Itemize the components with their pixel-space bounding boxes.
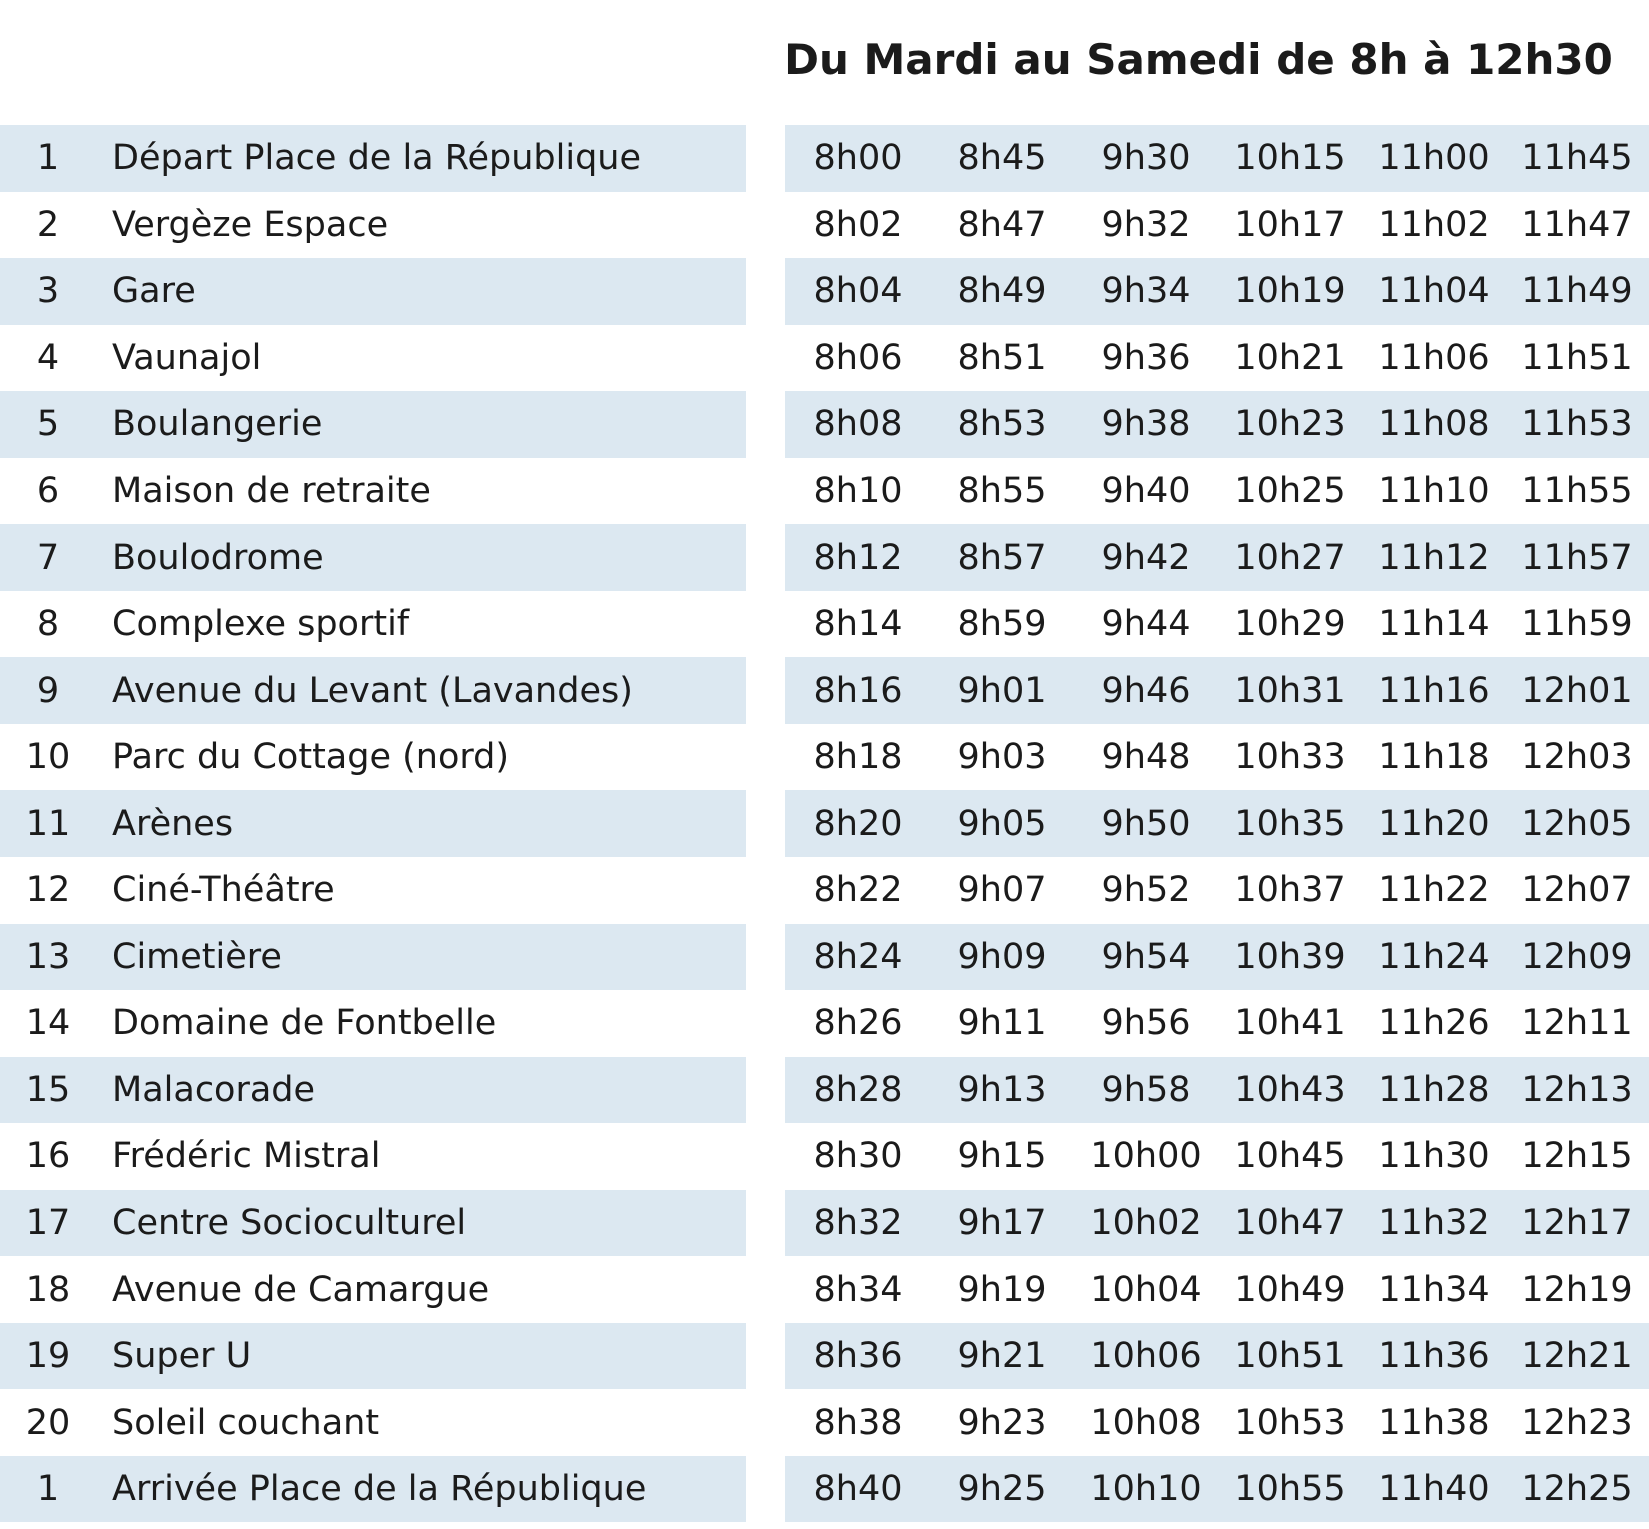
timetable-row (0, 258, 1649, 325)
stop-number: 15 (25, 1069, 71, 1110)
departure-time: 8h00 (813, 138, 903, 179)
stop-name: Boulodrome (112, 537, 324, 578)
stop-name: Arènes (112, 803, 234, 844)
departure-time: 10h31 (1234, 670, 1346, 711)
stop-number: 19 (25, 1336, 71, 1377)
stop-name: Vaunajol (112, 337, 262, 378)
departure-time: 10h39 (1234, 936, 1346, 977)
departure-time: 11h40 (1378, 1469, 1490, 1510)
departure-time: 10h21 (1234, 337, 1346, 378)
departure-time: 8h16 (813, 670, 903, 711)
stop-name: Domaine de Fontbelle (112, 1003, 497, 1044)
departure-time: 10h15 (1234, 138, 1346, 179)
departure-time: 9h25 (957, 1469, 1047, 1510)
departure-time: 10h00 (1090, 1136, 1202, 1177)
departure-time: 9h56 (1101, 1003, 1191, 1044)
departure-time: 10h55 (1234, 1469, 1346, 1510)
departure-time: 9h40 (1101, 471, 1191, 511)
timetable-row (0, 1123, 1649, 1190)
departure-time: 8h34 (813, 1269, 903, 1310)
departure-time: 12h17 (1521, 1203, 1633, 1244)
departure-time: 8h26 (813, 1003, 903, 1044)
departure-time: 12h09 (1521, 936, 1633, 977)
timetable-row (0, 524, 1649, 591)
departure-time: 10h25 (1234, 471, 1346, 511)
departure-time: 9h05 (957, 803, 1047, 844)
timetable-row (0, 1456, 1649, 1523)
departure-time: 8h24 (813, 936, 903, 977)
departure-time: 11h55 (1521, 471, 1633, 511)
departure-time: 10h08 (1090, 1402, 1202, 1443)
departure-time: 9h03 (957, 737, 1047, 778)
departure-time: 10h19 (1234, 271, 1346, 312)
departure-time: 9h19 (957, 1269, 1047, 1310)
stop-number: 20 (25, 1402, 71, 1443)
departure-time: 9h38 (1101, 404, 1191, 445)
stop-name: Soleil couchant (112, 1402, 380, 1443)
departure-time: 8h30 (813, 1136, 903, 1177)
stop-name: Centre Socioculturel (112, 1203, 467, 1244)
departure-time: 11h08 (1378, 404, 1490, 445)
departure-time: 9h23 (957, 1402, 1047, 1443)
stop-number: 4 (36, 337, 60, 378)
departure-time: 10h02 (1090, 1203, 1202, 1244)
timetable-row (0, 125, 1649, 192)
departure-time: 10h45 (1234, 1136, 1346, 1177)
departure-time: 12h11 (1521, 1003, 1633, 1044)
departure-time: 10h06 (1090, 1336, 1202, 1377)
stop-number: 1 (36, 1469, 60, 1510)
stop-name: Super U (112, 1336, 252, 1377)
timetable-row (0, 591, 1649, 658)
departure-time: 8h02 (813, 204, 903, 245)
departure-time: 11h18 (1378, 737, 1490, 778)
stop-number: 14 (25, 1003, 71, 1044)
stop-name: Cimetière (112, 936, 282, 977)
timetable-row (0, 391, 1649, 458)
timetable-row (0, 1190, 1649, 1257)
departure-time: 12h23 (1521, 1402, 1633, 1443)
departure-time: 9h09 (957, 936, 1047, 977)
timetable-row (0, 724, 1649, 791)
departure-time: 8h18 (813, 737, 903, 778)
departure-time: 8h32 (813, 1203, 903, 1244)
departure-time: 9h54 (1101, 936, 1191, 977)
departure-time: 8h38 (813, 1402, 903, 1443)
departure-time: 11h04 (1378, 271, 1490, 312)
departure-time: 9h36 (1101, 337, 1191, 378)
departure-time: 10h10 (1090, 1469, 1202, 1510)
timetable (0, 125, 1649, 1522)
departure-time: 11h59 (1521, 604, 1633, 645)
stop-name: Gare (112, 271, 196, 312)
departure-time: 8h55 (957, 471, 1047, 511)
departure-time: 10h27 (1234, 537, 1346, 578)
departure-time: 8h10 (813, 471, 903, 511)
stop-name: Arrivée Place de la République (112, 1469, 647, 1510)
stop-name: Malacorade (112, 1069, 316, 1110)
stop-name: Avenue du Levant (Lavandes) (112, 670, 633, 711)
departure-time: 10h29 (1234, 604, 1346, 645)
departure-time: 10h23 (1234, 404, 1346, 445)
stop-name: Départ Place de la République (112, 138, 642, 179)
departure-time: 11h49 (1521, 271, 1633, 312)
stop-name: Ciné-Théâtre (112, 870, 335, 911)
departure-time: 12h21 (1521, 1336, 1633, 1377)
departure-time: 12h19 (1521, 1269, 1633, 1310)
stop-number: 8 (36, 604, 60, 645)
departure-time: 10h47 (1234, 1203, 1346, 1244)
departure-time: 11h00 (1378, 138, 1490, 179)
departure-time: 11h06 (1378, 337, 1490, 378)
timetable-row (0, 1389, 1649, 1456)
stop-number: 2 (36, 204, 60, 245)
stop-number: 11 (25, 803, 71, 844)
departure-time: 8h08 (813, 404, 903, 445)
departure-time: 9h34 (1101, 271, 1191, 312)
stop-name: Parc du Cottage (nord) (112, 737, 510, 778)
stop-name: Frédéric Mistral (112, 1136, 381, 1177)
timetable-row (0, 192, 1649, 259)
departure-time: 11h51 (1521, 337, 1633, 378)
departure-time: 8h59 (957, 604, 1047, 645)
departure-time: 11h57 (1521, 537, 1633, 578)
departure-time: 8h28 (813, 1069, 903, 1110)
departure-time: 8h14 (813, 604, 903, 645)
departure-time: 9h17 (957, 1203, 1047, 1244)
departure-time: 9h58 (1101, 1069, 1191, 1110)
stop-name: Boulangerie (112, 404, 323, 445)
timetable-row (0, 458, 1649, 525)
departure-time: 11h38 (1378, 1402, 1490, 1443)
departure-time: 9h44 (1101, 604, 1191, 645)
departure-time: 10h33 (1234, 737, 1346, 778)
departure-time: 11h14 (1378, 604, 1490, 645)
departure-time: 12h25 (1521, 1469, 1633, 1510)
departure-time: 10h37 (1234, 870, 1346, 911)
departure-time: 11h32 (1378, 1203, 1490, 1244)
departure-time: 11h53 (1521, 404, 1633, 445)
departure-time: 8h51 (957, 337, 1047, 378)
departure-time: 9h50 (1101, 803, 1191, 844)
departure-time: 12h15 (1521, 1136, 1633, 1177)
stop-name: Avenue de Camargue (112, 1269, 490, 1310)
departure-time: 11h34 (1378, 1269, 1490, 1310)
timetable-row (0, 857, 1649, 924)
timetable-row (0, 924, 1649, 991)
timetable-row (0, 790, 1649, 857)
stop-number: 16 (25, 1136, 71, 1177)
departure-time: 9h01 (957, 670, 1047, 711)
departure-time: 12h13 (1521, 1069, 1633, 1110)
stop-number: 12 (25, 870, 71, 911)
departure-time: 8h47 (957, 204, 1047, 245)
departure-time: 11h22 (1378, 870, 1490, 911)
departure-time: 10h43 (1234, 1069, 1346, 1110)
departure-time: 11h12 (1378, 537, 1490, 578)
departure-time: 9h48 (1101, 737, 1191, 778)
departure-time: 8h53 (957, 404, 1047, 445)
departure-time: 8h12 (813, 537, 903, 578)
departure-time: 9h46 (1101, 670, 1191, 711)
departure-time: 10h17 (1234, 204, 1346, 245)
stop-name: Complexe sportif (112, 604, 410, 645)
departure-time: 8h49 (957, 271, 1047, 312)
schedule-title: Du Mardi au Samedi de 8h à 12h30 (784, 35, 1613, 84)
stop-number: 7 (36, 537, 60, 578)
departure-time: 11h28 (1378, 1069, 1490, 1110)
stop-number: 1 (36, 138, 60, 179)
departure-time: 11h36 (1378, 1336, 1490, 1377)
departure-time: 9h42 (1101, 537, 1191, 578)
departure-time: 11h24 (1378, 936, 1490, 977)
departure-time: 11h10 (1378, 471, 1490, 511)
departure-time: 8h40 (813, 1469, 903, 1510)
departure-time: 10h41 (1234, 1003, 1346, 1044)
departure-time: 11h47 (1521, 204, 1633, 245)
departure-time: 12h07 (1521, 870, 1633, 911)
stop-number: 10 (25, 737, 71, 778)
departure-time: 12h01 (1521, 670, 1633, 711)
timetable-row (0, 1323, 1649, 1390)
stop-number: 6 (36, 471, 60, 511)
departure-time: 9h07 (957, 870, 1047, 911)
departure-time: 11h20 (1378, 803, 1490, 844)
departure-time: 12h05 (1521, 803, 1633, 844)
departure-time: 9h52 (1101, 870, 1191, 911)
timetable-row (0, 1256, 1649, 1323)
departure-time: 8h20 (813, 803, 903, 844)
departure-time: 9h11 (957, 1003, 1047, 1044)
departure-time: 11h26 (1378, 1003, 1490, 1044)
departure-time: 8h45 (957, 138, 1047, 179)
stop-number: 18 (25, 1269, 71, 1310)
timetable-row (0, 1057, 1649, 1124)
departure-time: 11h30 (1378, 1136, 1490, 1177)
stop-number: 9 (36, 670, 60, 711)
departure-time: 9h32 (1101, 204, 1191, 245)
stop-name: Maison de retraite (112, 471, 431, 511)
departure-time: 8h04 (813, 271, 903, 312)
departure-time: 10h53 (1234, 1402, 1346, 1443)
departure-time: 8h57 (957, 537, 1047, 578)
departure-time: 8h36 (813, 1336, 903, 1377)
timetable-row (0, 657, 1649, 724)
departure-time: 11h45 (1521, 138, 1633, 179)
departure-time: 9h13 (957, 1069, 1047, 1110)
stop-number: 17 (25, 1203, 71, 1244)
departure-time: 12h03 (1521, 737, 1633, 778)
departure-time: 8h06 (813, 337, 903, 378)
departure-time: 10h04 (1090, 1269, 1202, 1310)
departure-time: 11h02 (1378, 204, 1490, 245)
departure-time: 11h16 (1378, 670, 1490, 711)
timetable-row (0, 990, 1649, 1057)
stop-number: 5 (36, 404, 60, 445)
departure-time: 9h21 (957, 1336, 1047, 1377)
stop-name: Vergèze Espace (112, 204, 389, 245)
departure-time: 9h30 (1101, 138, 1191, 179)
departure-time: 10h35 (1234, 803, 1346, 844)
timetable-row (0, 325, 1649, 392)
stop-number: 3 (36, 271, 60, 312)
departure-time: 10h51 (1234, 1336, 1346, 1377)
departure-time: 8h22 (813, 870, 903, 911)
stop-number: 13 (25, 936, 71, 977)
departure-time: 9h15 (957, 1136, 1047, 1177)
departure-time: 10h49 (1234, 1269, 1346, 1310)
